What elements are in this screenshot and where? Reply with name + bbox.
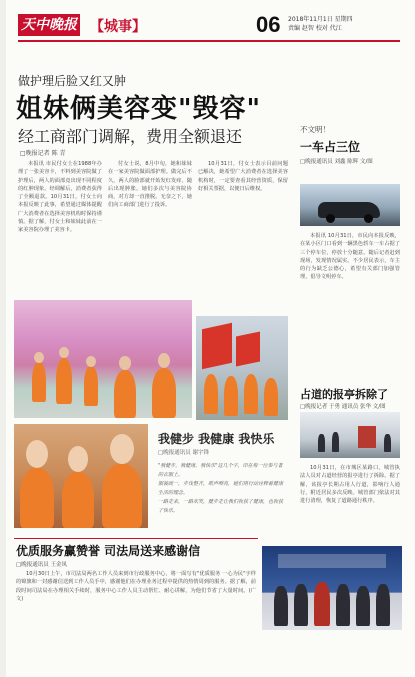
page-edge	[0, 0, 6, 677]
official-figure	[356, 586, 370, 626]
walker-figure	[244, 374, 258, 414]
dancer-figure	[84, 366, 98, 406]
kiosk-story-byline: □晚报记者 于勇 通讯员 张华 文/图	[300, 404, 386, 410]
dancer-head	[34, 352, 44, 363]
sidebar-title: 一车占三位	[300, 140, 361, 154]
kiosk-paragraph: 10月31日，在市城区某路口，城管执法人员对占道经营的报亭进行了拆除。据了解，该报亭长期占用人行道，影响行人通行，附近居民多次反映。城管部门依法对其进行清理，恢复了道路通行秩序。	[300, 465, 400, 505]
poem-line: 服装统一，步伐整齐，歌声嘹亮，她们用行动诠释着健康生活的理念。	[158, 481, 284, 496]
bottom-story-byline: □晚报通讯员 王金凤	[16, 562, 67, 568]
participant-head	[68, 446, 88, 472]
dancer-figure	[114, 370, 136, 418]
stage-banner	[278, 554, 386, 568]
participant-figure	[20, 468, 54, 528]
newspaper-logo: 天中晚报	[18, 14, 80, 36]
participant-figure	[102, 464, 142, 528]
main-paragraph: 10月31日，付女士表示目前问题已解决，她希望广大消费者在选择美容机构时，一定要查看其经营资质，保留好相关票据，以便日后维权。	[198, 161, 288, 192]
participant-head	[110, 434, 134, 464]
dancer-figure	[32, 362, 46, 402]
bottom-story-title: 优质服务赢赞誉 司法局送来感谢信	[16, 544, 201, 558]
page-number: 06	[256, 12, 281, 37]
walker-figure	[264, 378, 278, 416]
parked-car-photo	[300, 184, 400, 226]
main-headline: 姐妹俩美容变"毁容"	[16, 94, 262, 124]
date-line: 2018年11月1日 星期四	[288, 16, 353, 23]
main-paragraph: 本报讯 市民付女士在1988年办理了一张美容卡，不料到美容院做了护理后，两人的面部竟出现不同程度的红肿现象。经调解后，消费者获得了全额退款。10月31日，付女士向本报反映了此事，希望通过媒体提醒广大消费者在选择美容机构时保持谨慎。据了解，付女士和妹妹此前在一家美容院办理了美容卡。	[18, 161, 102, 234]
kiosk-removal-photo	[300, 412, 400, 458]
main-paragraph: 付女士说，8月中旬，她和妹妹在一家美容院做面部护理。做完后不久，两人的脸部就开始发红发痒，随后出现肿胀。她们多次与美容院协商，对方却一直推脱。无奈之下，她们向工商部门进行了投诉。	[108, 161, 192, 209]
official-figure	[376, 584, 390, 626]
date-info	[288, 15, 400, 33]
walker-figure	[204, 374, 218, 414]
red-flag	[236, 331, 260, 366]
walkers-photo	[196, 316, 288, 420]
sidebar-paragraph: 本报讯 10月31日，市民向本报反映，在某小区门口看到一辆黑色轿车一车占据了三个停车位，停放十分随意。随后记者赶到现场，发现情况属实。不少居民表示，车主的行为缺乏公德心，希望有关部门加强管理，倡导文明停车。	[300, 233, 400, 281]
dancer-figure	[152, 368, 176, 418]
dancer-head	[119, 356, 131, 370]
sidebar-label: 不文明！	[300, 125, 330, 134]
red-flag	[202, 323, 232, 369]
official-figure	[294, 584, 308, 626]
main-column-2	[108, 160, 192, 294]
dancer-head	[158, 353, 170, 368]
kiosk-story-body	[300, 464, 400, 530]
pennant-holder	[314, 582, 330, 626]
participants-photo	[14, 424, 148, 528]
walker-figure	[224, 376, 238, 416]
poem-line: "我健步，我健康，我快乐"这几个字，印在每一位参与者的衣服上。	[158, 463, 283, 478]
main-subhead: 经工商部门调解，费用全额退还	[18, 127, 243, 146]
bottom-paragraph: 10月30日上午，市司法局两名工作人员来到市行政服务中心，将一面写有"优质服务 一心为民"字样的锦旗和一封感谢信送到工作人员手中，感谢他们在办理业务过程中提供的热情周到的服务。据了解，前段时间司法局在办理相关手续时，服务中心工作人员主动帮忙、耐心讲解，为他们节省了大量时间。(广文)	[16, 571, 256, 602]
section-name: 【城事】	[90, 19, 146, 35]
dancer-head	[59, 347, 69, 358]
poem-line: 一路走来，一路欢笑，健步走让我们收获了健康，也收获了快乐。	[158, 499, 284, 514]
main-byline: □晚报记者 陈 青	[20, 150, 66, 157]
main-column-1	[18, 160, 102, 294]
sidebar-byline: □晚报通讯员 刘鑫 陈辉 文/图	[300, 159, 373, 165]
worker-figure	[318, 434, 325, 452]
worker-figure	[384, 434, 391, 452]
kiosk-story-title: 占道的报亭拆除了	[300, 388, 388, 401]
dancer-head	[86, 356, 96, 367]
poem-title: 我健步 我健康 我快乐	[158, 432, 275, 446]
main-kicker: 做护理后脸又红又肿	[18, 74, 127, 88]
dancer-figure	[56, 358, 72, 404]
participant-head	[26, 440, 48, 468]
worker-figure	[332, 432, 339, 452]
kiosk-structure	[358, 426, 376, 448]
car-wheel	[326, 214, 335, 223]
bottom-story-body	[16, 570, 256, 666]
main-column-3	[198, 160, 288, 310]
car-wheel	[364, 214, 373, 223]
ceremony-photo	[262, 546, 402, 630]
section-divider	[14, 538, 258, 539]
dancers-photo	[14, 300, 192, 418]
official-figure	[336, 584, 350, 626]
poem-body	[158, 462, 286, 516]
poem-byline: □晚报通讯员 谢宇锋	[158, 450, 209, 456]
masthead	[18, 12, 400, 42]
editor-line: 责编 赵智 校对 代江	[288, 25, 342, 32]
official-figure	[274, 586, 288, 626]
sidebar-body	[300, 232, 400, 378]
participant-figure	[62, 472, 94, 528]
